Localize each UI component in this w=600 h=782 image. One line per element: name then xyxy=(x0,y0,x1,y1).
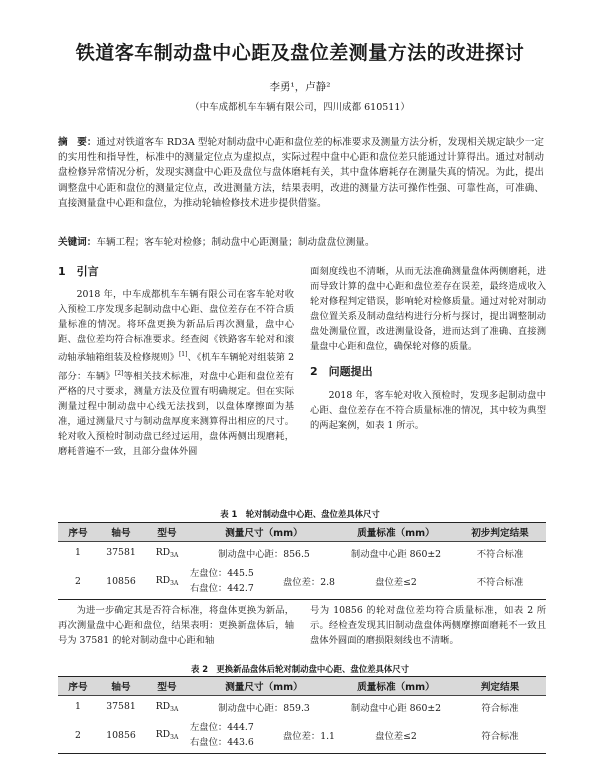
table-1-header: 型号 xyxy=(144,523,190,542)
right-column xyxy=(310,264,546,433)
table-1-caption: 表 1 轮对制动盘中心距、盘位差具体尺寸 xyxy=(220,509,380,519)
keywords xyxy=(58,235,544,250)
table-2-header: 测量尺寸（mm） xyxy=(190,677,338,696)
affiliation: （中车成都机车车辆有限公司，四川成都 610511） xyxy=(190,102,410,113)
section-1-paragraph: 2018 年，中车成都机车车辆有限公司在客车轮对收入预检工序发现多起制动盘中心距、盘位差存在不符合质量标准的情况。将环盘更换为新品后再次测量，盘中心距、盘位差均符合标准要求。经查阅《铁路客车轮对和滚动轴承轴箱组装及检修规则》[1]、《机车车辆轮对组装第 2 部分：车辆》[2]等相关技术标准，对盘中心距和盘位差有严格的尺寸要求，测量方法及位置有明确规定。但在实际测量过程中制动盘中心线无法找到，以盘体摩擦面为基准，通过测量尺寸与制动盘厚度来测算得出相应的尺寸。轮对收入预检时制动盘已经过运用，盘体两侧出现磨耗，磨耗普遍不一致，且部分盘体外圆 xyxy=(58,289,294,458)
citation-2[interactable]: [2] xyxy=(114,369,124,377)
right-column-lower xyxy=(310,603,546,648)
table-2-caption: 表 2 更换新品盘体后轮对制动盘中心距、盘位差具体尺寸 xyxy=(190,664,410,674)
section-1-heading: 1 引言 xyxy=(58,265,99,278)
table-2-header: 质量标准（mm） xyxy=(338,677,454,696)
citation-1[interactable]: [1] xyxy=(178,351,188,359)
table-2-header: 轴号 xyxy=(98,677,144,696)
table-1-header: 质量标准（mm） xyxy=(338,523,454,542)
table-1-header: 测量尺寸（mm） xyxy=(190,523,338,542)
table-row: 1 37581 $RD_{3A}$ 制动盘中心距：859.3 制动盘中心距 860±2 符合标准 xyxy=(75,700,519,714)
left-column-lower xyxy=(58,603,294,648)
table-1-header: 轴号 xyxy=(98,523,144,542)
table-1-header: 初步判定结果 xyxy=(454,523,546,542)
table-2-header: 判定结果 xyxy=(454,677,546,696)
table-row: 1 37581 $RD_{3A}$ 制动盘中心距：856.5 制动盘中心距 860±2 不符合标准 xyxy=(75,546,524,560)
keywords-label: 关键词： xyxy=(58,237,97,248)
abstract xyxy=(58,135,544,211)
table-2-reference-paragraph: 号为 10856 的轮对盘位差均符合质量标准，如表 2 所示。经检查发现其旧制动盘盘体两侧摩擦面磨耗不一致且盘体外圆面的磨损限刻线也不清晰。 xyxy=(310,605,546,647)
abstract-label: 摘 要： xyxy=(58,137,97,148)
left-column xyxy=(58,264,294,459)
table-2-header: 型号 xyxy=(144,677,190,696)
table-row: 2 10856 $RD_{3A}$ 左盘位：444.7 右盘位：443.6 盘位差：1.1 盘位差≤2 符合标准 xyxy=(58,718,546,754)
abstract-text: 通过对铁道客车 RD3A 型轮对制动盘中心距和盘位差的标准要求及测量方法分析，发现相关规定缺少一定的实用性和指导性，标准中的测量定位点为虚拟点，实际过程中盘中心距和盘位差只能通过计算得出。通过对制动盘检修异常情况分析，发现实测盘中心距及盘位与盘体磨耗有关，其中盘体磨耗存在测量失真的情况。为此，提出调整盘中心距和盘位的测量定位点，改进测量方法，结果表明，改进的测量方法可操作性强、可靠性高，可准确、直接测量盘中心距和盘位，为推动轮轴检修技术进步提供借鉴。 xyxy=(58,137,545,209)
keywords-text: 车辆工程；客车轮对检修；制动盘中心距测量；制动盘盘位测量。 xyxy=(96,237,375,248)
table-1 xyxy=(58,522,546,600)
authors: 李勇¹，卢静² xyxy=(269,81,331,93)
table-2 xyxy=(58,676,546,754)
table-2-header: 序号 xyxy=(58,677,98,696)
table-2-intro-paragraph: 为进一步确定其是否符合标准，将盘体更换为新品，再次测量盘中心距和盘位，结果表明：更换新盘体后，轴号为 37581 的轮对制动盘中心距和轴 xyxy=(58,605,294,647)
table-1-header: 序号 xyxy=(58,523,98,542)
section-1-continuation: 面刻度线也不清晰，从而无法准确测量盘体两侧磨耗，进而导致计算的盘中心距和盘位差存在误差，最终造成收入轮对修程判定错误，影响轮对检修质量。通过对轮对制动盘位置关系及制动盘结构进行分析与探讨，提出调整制动盘处测量位置，改进测量设备，进而达到了准确、直接测量盘中心距和盘位，确保轮对修的质量。 xyxy=(310,266,546,353)
section-2-heading: 2 问题提出 xyxy=(310,364,373,378)
section-2-paragraph: 2018 年，客车轮对收入预检时，发现多起制动盘中心距、盘位差存在不符合质量标准的情况，其中较为典型的两起案例，如表 1 所示。 xyxy=(310,389,546,431)
table-row: 2 10856 $RD_{3A}$ 左盘位：445.5 右盘位：442.7 盘位差：2.8 盘位差≤2 不符合标准 xyxy=(58,564,546,600)
paper-title: 铁道客车制动盘中心距及盘位差测量方法的改进探讨 xyxy=(75,42,525,64)
